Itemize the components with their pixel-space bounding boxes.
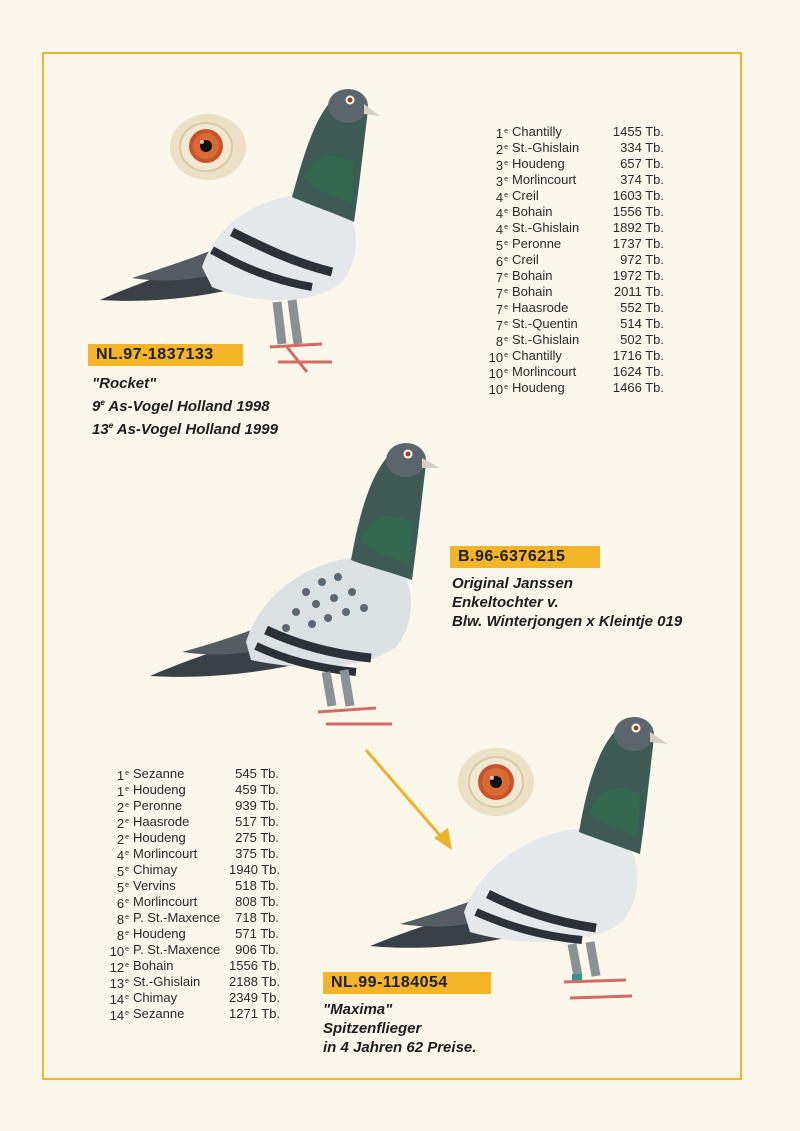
result-place: 4e	[495, 206, 508, 221]
result-row	[478, 124, 664, 140]
result-participants: 1892 Tb.	[612, 220, 664, 235]
pigeon-2-line-1: Original Janssen	[452, 575, 573, 592]
result-participants: 1603 Tb.	[612, 188, 664, 203]
result-participants: 571 Tb.	[235, 926, 279, 941]
caption-pigeon-3	[323, 1000, 476, 1057]
result-row	[478, 204, 664, 220]
result-participants: 2188 Tb.	[229, 974, 281, 989]
result-place: 12e	[109, 960, 129, 975]
result-row	[478, 332, 664, 348]
result-place: 3e	[495, 158, 508, 173]
result-place: 4e	[116, 848, 129, 863]
result-participants: 1466 Tb.	[612, 380, 664, 395]
result-participants: 1271 Tb.	[229, 1006, 281, 1021]
result-row	[104, 926, 279, 942]
pigeon-3-name: "Maxima"	[323, 1001, 393, 1018]
result-participants: 1972 Tb.	[612, 268, 664, 283]
result-participants: 939 Tb.	[235, 798, 279, 813]
result-place: 8e	[116, 912, 129, 927]
result-participants: 2349 Tb.	[229, 990, 281, 1005]
result-row	[478, 364, 664, 380]
result-participants: 374 Tb.	[620, 172, 664, 187]
result-row	[478, 220, 664, 236]
result-race: Bohain	[512, 284, 553, 299]
result-participants: 1455 Tb.	[612, 124, 664, 139]
result-row	[104, 894, 279, 910]
result-row	[478, 268, 664, 284]
caption-pigeon-2	[452, 574, 682, 631]
result-participants: 334 Tb.	[620, 140, 664, 155]
result-place: 7e	[495, 270, 508, 285]
result-participants: 517 Tb.	[235, 814, 279, 829]
caption-pigeon-1	[92, 374, 278, 439]
results-list-pigeon-1	[478, 124, 664, 396]
result-row	[104, 974, 279, 990]
result-race: Bohain	[512, 204, 553, 219]
result-race: P. St.-Maxence	[133, 942, 221, 957]
result-participants: 518 Tb.	[235, 878, 279, 893]
result-row	[478, 188, 664, 204]
ring-number-pigeon-3: NL.99-1184054	[323, 972, 491, 994]
result-race: St.-Ghislain	[133, 974, 201, 989]
result-place: 4e	[495, 222, 508, 237]
result-participants: 972 Tb.	[620, 252, 664, 267]
result-place: 5e	[495, 238, 508, 253]
result-race: Peronne	[133, 798, 183, 813]
result-place: 7e	[495, 318, 508, 333]
result-race: Morlincourt	[133, 846, 198, 861]
result-race: St.-Ghislain	[512, 332, 580, 347]
pigeon-photo-1	[92, 82, 392, 382]
result-participants: 657 Tb.	[620, 156, 664, 171]
result-participants: 808 Tb.	[235, 894, 279, 909]
result-race: Haasrode	[133, 814, 190, 829]
result-participants: 906 Tb.	[235, 942, 279, 957]
result-race: St.-Quentin	[512, 316, 578, 331]
result-race: Creil	[512, 188, 539, 203]
result-place: 6e	[116, 896, 129, 911]
result-participants: 1940 Tb.	[229, 862, 281, 877]
result-place: 8e	[495, 334, 508, 349]
result-race: Bohain	[512, 268, 553, 283]
result-participants: 1556 Tb.	[229, 958, 281, 973]
pigeon-2-line-3: Blw. Winterjongen x Kleintje 019	[452, 613, 683, 630]
result-race: Chimay	[133, 990, 178, 1005]
result-row	[478, 140, 664, 156]
result-row	[478, 316, 664, 332]
result-row	[478, 380, 664, 396]
result-race: Morlincourt	[512, 364, 577, 379]
result-participants: 1556 Tb.	[612, 204, 664, 219]
result-race: Sezanne	[133, 766, 185, 781]
result-row	[478, 300, 664, 316]
result-row	[104, 766, 279, 782]
result-row	[478, 284, 664, 300]
result-race: Houdeng	[512, 156, 565, 171]
result-race: Vervins	[133, 878, 176, 893]
result-row	[104, 814, 279, 830]
result-row	[104, 878, 279, 894]
result-place: 1e	[116, 768, 129, 783]
result-place: 3e	[495, 174, 508, 189]
result-place: 10e	[109, 944, 129, 959]
result-row	[104, 990, 279, 1006]
result-row	[104, 798, 279, 814]
result-place: 13e	[109, 976, 129, 991]
result-participants: 1737 Tb.	[612, 236, 664, 251]
result-row	[104, 862, 279, 878]
result-race: Bohain	[133, 958, 174, 973]
result-participants: 275 Tb.	[235, 830, 279, 845]
pigeon-3-line-1: Spitzenflieger	[323, 1020, 422, 1037]
result-participants: 545 Tb.	[235, 766, 279, 781]
result-place: 10e	[488, 366, 508, 381]
pigeon-3-line-2: in 4 Jahren 62 Preise.	[323, 1039, 477, 1056]
result-participants: 718 Tb.	[235, 910, 279, 925]
result-race: P. St.-Maxence	[133, 910, 221, 925]
result-participants: 1716 Tb.	[612, 348, 664, 363]
result-participants: 502 Tb.	[620, 332, 664, 347]
result-race: Houdeng	[512, 380, 565, 395]
result-row	[104, 830, 279, 846]
result-race: Chantilly	[512, 124, 562, 139]
result-place: 8e	[116, 928, 129, 943]
result-row	[104, 782, 279, 798]
result-race: Haasrode	[512, 300, 569, 315]
result-participants: 2011 Tb.	[613, 284, 664, 299]
result-place: 1e	[116, 784, 129, 799]
result-place: 1e	[495, 126, 508, 141]
result-place: 14e	[109, 1008, 129, 1023]
result-race: Houdeng	[133, 830, 186, 845]
result-row	[104, 942, 279, 958]
result-race: Chimay	[133, 862, 178, 877]
pigeon-1-name: "Rocket"	[92, 375, 157, 392]
result-place: 2e	[116, 832, 129, 847]
ring-number-pigeon-2: B.96-6376215	[450, 546, 600, 568]
result-race: St.-Ghislain	[512, 140, 580, 155]
result-row	[478, 236, 664, 252]
result-race: Houdeng	[133, 782, 186, 797]
result-race: Morlincourt	[512, 172, 577, 187]
result-race: Chantilly	[512, 348, 562, 363]
result-participants: 459 Tb.	[235, 782, 279, 797]
result-race: Sezanne	[133, 1006, 185, 1021]
result-row	[478, 348, 664, 364]
result-race: Creil	[512, 252, 539, 267]
result-place: 10e	[488, 350, 508, 365]
result-row	[104, 910, 279, 926]
result-participants: 1624 Tb.	[612, 364, 664, 379]
result-place: 7e	[495, 302, 508, 317]
result-place: 10e	[488, 382, 508, 397]
result-race: Houdeng	[133, 926, 186, 941]
results-list-pigeon-3	[104, 766, 279, 1022]
result-row	[478, 172, 664, 188]
result-place: 4e	[495, 190, 508, 205]
result-place: 6e	[495, 254, 508, 269]
result-row	[104, 1006, 279, 1022]
result-participants: 375 Tb.	[235, 846, 279, 861]
ring-number-pigeon-1: NL.97-1837133	[88, 344, 243, 366]
result-place: 5e	[116, 880, 129, 895]
result-place: 7e	[495, 286, 508, 301]
result-place: 14e	[109, 992, 129, 1007]
result-row	[478, 156, 664, 172]
result-row	[104, 958, 279, 974]
result-place: 2e	[116, 800, 129, 815]
pigeon-1-achievement-2: 13e As-Vogel Holland 1999	[92, 421, 278, 438]
result-place: 2e	[116, 816, 129, 831]
result-row	[478, 252, 664, 268]
pigeon-photo-3	[364, 712, 674, 1012]
result-place: 5e	[116, 864, 129, 879]
result-row	[104, 846, 279, 862]
pigeon-2-line-2: Enkeltochter v.	[452, 594, 559, 611]
result-race: Morlincourt	[133, 894, 198, 909]
result-race: Peronne	[512, 236, 562, 251]
result-race: St.-Ghislain	[512, 220, 580, 235]
pigeon-1-achievement-1: 9e As-Vogel Holland 1998	[92, 398, 270, 415]
result-place: 2e	[495, 142, 508, 157]
result-participants: 552 Tb.	[620, 300, 664, 315]
result-participants: 514 Tb.	[620, 316, 664, 331]
pigeon-photo-2	[146, 432, 446, 732]
